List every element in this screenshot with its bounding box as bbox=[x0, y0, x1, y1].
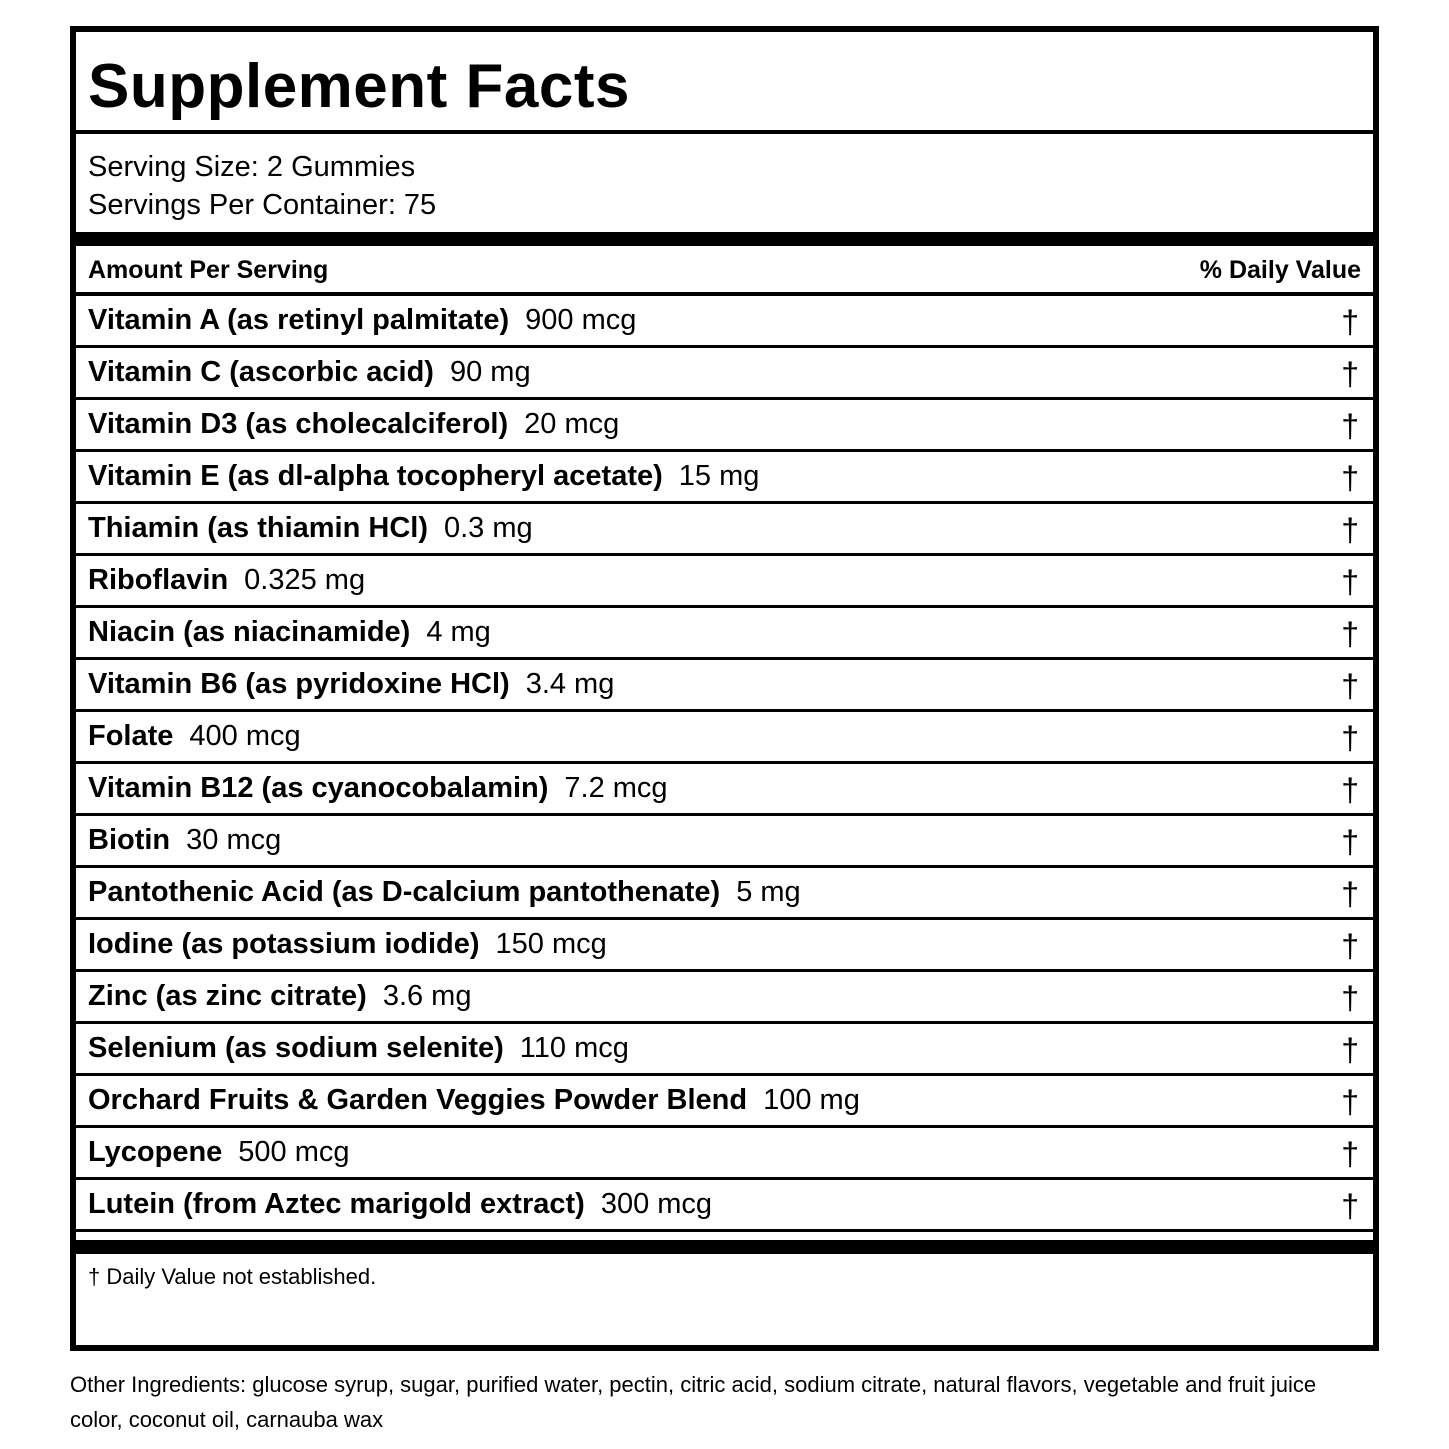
nutrient-name: Thiamin (as thiamin HCl) bbox=[88, 512, 428, 544]
nutrient-amount: 20 mcg bbox=[524, 408, 620, 440]
nutrient-row bbox=[76, 764, 1373, 816]
nutrient-entry bbox=[88, 458, 759, 494]
nutrient-entry bbox=[88, 562, 365, 598]
nutrient-amount: 500 mcg bbox=[238, 1136, 350, 1168]
nutrient-name: Vitamin D3 (as cholecalciferol) bbox=[88, 408, 509, 440]
nutrient-row bbox=[76, 920, 1373, 972]
nutrient-amount: 15 mg bbox=[678, 460, 760, 492]
nutrient-name: Orchard Fruits & Garden Veggies Powder Blend bbox=[88, 1084, 748, 1116]
nutrient-entry bbox=[88, 406, 619, 442]
thick-divider bbox=[76, 232, 1373, 246]
nutrient-row bbox=[76, 712, 1373, 764]
daily-value-dagger: † bbox=[1341, 928, 1359, 964]
nutrient-name: Folate bbox=[88, 720, 174, 752]
daily-value-dagger: † bbox=[1341, 772, 1359, 808]
daily-value-header: % Daily Value bbox=[1199, 256, 1361, 284]
nutrient-amount: 5 mg bbox=[736, 876, 801, 908]
nutrient-row bbox=[76, 452, 1373, 504]
nutrient-name: Lutein (from Aztec marigold extract) bbox=[88, 1188, 585, 1220]
nutrient-name: Vitamin E (as dl-alpha tocopheryl acetate) bbox=[88, 460, 663, 492]
nutrient-row bbox=[76, 1128, 1373, 1180]
nutrient-name: Biotin bbox=[88, 824, 171, 856]
title-divider bbox=[76, 130, 1373, 134]
nutrient-row bbox=[76, 1024, 1373, 1076]
daily-value-dagger: † bbox=[1341, 1136, 1359, 1172]
nutrient-row bbox=[76, 1076, 1373, 1128]
nutrient-row bbox=[76, 556, 1373, 608]
daily-value-dagger: † bbox=[1341, 512, 1359, 548]
nutrient-name: Iodine (as potassium iodide) bbox=[88, 928, 480, 960]
nutrient-row bbox=[76, 296, 1373, 348]
daily-value-dagger: † bbox=[1341, 1084, 1359, 1120]
nutrient-name: Pantothenic Acid (as D-calcium pantothenate) bbox=[88, 876, 721, 908]
nutrient-row bbox=[76, 816, 1373, 868]
nutrient-name: Riboflavin bbox=[88, 564, 229, 596]
nutrient-amount: 300 mcg bbox=[600, 1188, 713, 1220]
nutrient-amount: 400 mcg bbox=[189, 720, 301, 752]
daily-value-dagger: † bbox=[1341, 876, 1359, 912]
panel-title: Supplement Facts bbox=[88, 52, 630, 121]
nutrient-amount: 0.325 mg bbox=[244, 564, 366, 596]
daily-value-dagger: † bbox=[1341, 668, 1359, 704]
nutrient-amount: 110 mcg bbox=[519, 1032, 629, 1064]
nutrient-amount: 90 mg bbox=[449, 356, 531, 388]
nutrient-entry bbox=[88, 1186, 712, 1222]
supplement-facts-panel bbox=[70, 26, 1379, 1351]
daily-value-dagger: † bbox=[1341, 1188, 1359, 1224]
nutrient-entry bbox=[88, 614, 491, 650]
nutrient-name: Lycopene bbox=[88, 1136, 223, 1168]
nutrient-amount: 900 mcg bbox=[525, 304, 637, 336]
nutrient-row bbox=[76, 660, 1373, 712]
daily-value-dagger: † bbox=[1341, 460, 1359, 496]
nutrient-name: Zinc (as zinc citrate) bbox=[88, 980, 367, 1012]
nutrient-entry bbox=[88, 926, 607, 962]
nutrient-row bbox=[76, 608, 1373, 660]
nutrient-entry bbox=[88, 822, 281, 858]
nutrient-entry bbox=[88, 770, 668, 806]
nutrient-amount: 150 mcg bbox=[495, 928, 607, 960]
nutrient-row bbox=[76, 348, 1373, 400]
footnote: † Daily Value not established. bbox=[88, 1264, 377, 1289]
nutrient-amount: 3.6 mg bbox=[382, 980, 472, 1012]
nutrient-amount: 100 mg bbox=[763, 1084, 860, 1116]
nutrient-entry bbox=[88, 302, 636, 338]
nutrient-row bbox=[76, 400, 1373, 452]
bottom-thick-divider bbox=[76, 1240, 1373, 1254]
nutrient-row bbox=[76, 504, 1373, 556]
nutrient-rows bbox=[76, 296, 1373, 1232]
nutrient-entry bbox=[88, 666, 614, 702]
other-ingredients: Other Ingredients: glucose syrup, sugar, purified water, pectin, citric acid, sodium citrate, natural flavors, vegetable and fruit juice color, coconut oil, carnauba wax bbox=[70, 1372, 1317, 1432]
nutrient-entry bbox=[88, 874, 801, 910]
daily-value-dagger: † bbox=[1341, 980, 1359, 1016]
nutrient-entry bbox=[88, 718, 301, 754]
amount-per-serving-header: Amount Per Serving bbox=[88, 256, 329, 284]
nutrient-entry bbox=[88, 1030, 629, 1066]
nutrient-row bbox=[76, 868, 1373, 920]
daily-value-dagger: † bbox=[1341, 720, 1359, 756]
nutrient-amount: 4 mg bbox=[426, 616, 491, 648]
serving-size: Serving Size: 2 Gummies bbox=[88, 151, 416, 183]
servings-per-container: Servings Per Container: 75 bbox=[88, 189, 437, 221]
nutrient-entry bbox=[88, 1134, 350, 1170]
nutrient-name: Selenium (as sodium selenite) bbox=[88, 1032, 504, 1064]
nutrient-amount: 30 mcg bbox=[186, 824, 282, 856]
nutrient-amount: 0.3 mg bbox=[443, 512, 533, 544]
nutrient-name: Vitamin B6 (as pyridoxine HCl) bbox=[88, 668, 510, 700]
nutrient-amount: 7.2 mcg bbox=[564, 772, 668, 804]
nutrient-entry bbox=[88, 510, 533, 546]
daily-value-dagger: † bbox=[1341, 564, 1359, 600]
nutrient-amount: 3.4 mg bbox=[525, 668, 615, 700]
nutrient-row bbox=[76, 972, 1373, 1024]
nutrient-name: Vitamin A (as retinyl palmitate) bbox=[88, 304, 510, 336]
nutrient-name: Vitamin B12 (as cyanocobalamin) bbox=[88, 772, 549, 804]
daily-value-dagger: † bbox=[1341, 824, 1359, 860]
nutrient-entry bbox=[88, 354, 531, 390]
nutrient-entry bbox=[88, 1082, 860, 1118]
nutrient-row bbox=[76, 1180, 1373, 1232]
daily-value-dagger: † bbox=[1341, 616, 1359, 652]
daily-value-dagger: † bbox=[1341, 408, 1359, 444]
nutrient-entry bbox=[88, 978, 471, 1014]
nutrient-name: Niacin (as niacinamide) bbox=[88, 616, 411, 648]
nutrient-name: Vitamin C (ascorbic acid) bbox=[88, 356, 434, 388]
daily-value-dagger: † bbox=[1341, 356, 1359, 392]
daily-value-dagger: † bbox=[1341, 1032, 1359, 1068]
daily-value-dagger: † bbox=[1341, 304, 1359, 340]
